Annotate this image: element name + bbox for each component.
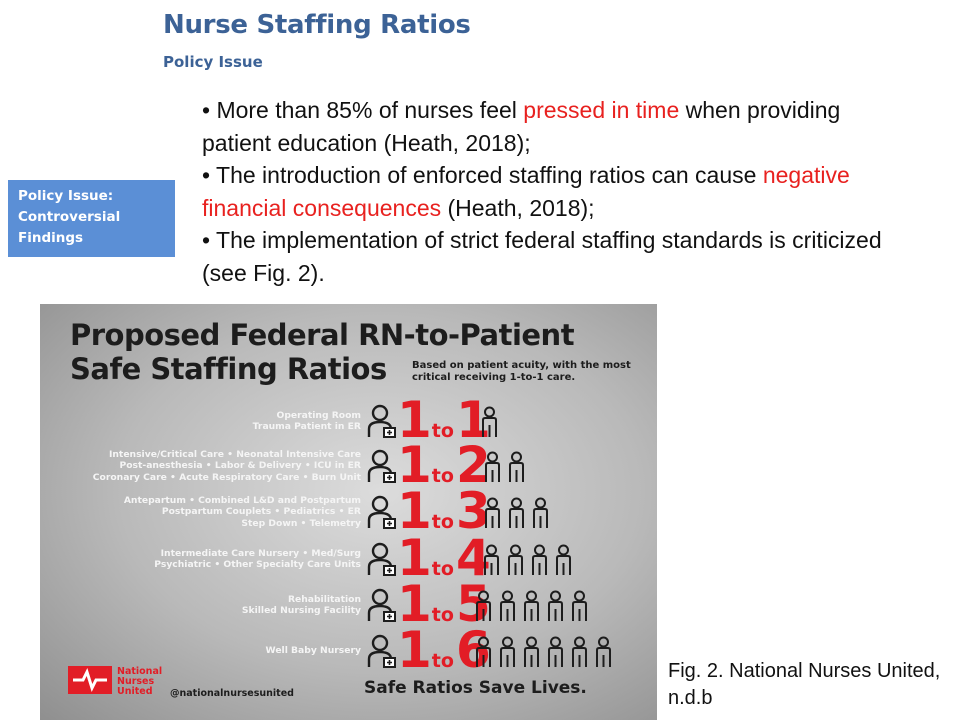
ratio-row (40, 436, 657, 494)
patient-icon (520, 590, 544, 622)
care-unit-label (41, 487, 361, 537)
care-unit-line: Postpartum Couplets • Pediatrics • ER (161, 506, 361, 518)
care-unit-line: Well Baby Nursery (265, 645, 361, 657)
care-unit-line: Skilled Nursing Facility (241, 605, 361, 616)
patient-icons (472, 590, 592, 622)
care-unit-line: Rehabilitation (287, 593, 361, 605)
patient-icon (520, 636, 544, 668)
ratio-patient-count: 5 (455, 575, 487, 633)
patient-icon (496, 636, 520, 668)
bullet-item (202, 159, 902, 224)
ratio-nurse-count: 1 (397, 621, 428, 679)
patient-icons (478, 406, 502, 438)
care-unit-line: Antepartum • Combined L&D and Postpartum (123, 494, 361, 506)
care-unit-line: Trauma Patient in ER (252, 421, 361, 432)
bullet-item (202, 224, 902, 289)
infographic-subtitle: Based on patient acuity, with the most critical receiving 1-to-1 care. (412, 360, 631, 383)
policy-issue-box (8, 180, 175, 257)
bullet-text: when providing patient education (Heath, 2018); (202, 97, 841, 156)
ratio-to: to (431, 465, 454, 487)
nurse-icon (366, 449, 398, 483)
patient-icon (544, 636, 568, 668)
nurse-icon (366, 634, 398, 668)
patient-icon (568, 590, 592, 622)
care-unit-line: Post-anesthesia • Labor & Delivery • ICU in ER (119, 460, 361, 472)
policy-issue-box-line: Findings (18, 230, 84, 246)
ratio-patient-count: 1 (455, 391, 487, 449)
social-handle: @nationalnursesunited (170, 688, 294, 699)
bullet-text: • The implementation of strict federal staffing standards is criticized (see Fig. 2). (202, 227, 882, 286)
patient-icon (481, 451, 505, 483)
patient-icon (478, 406, 502, 438)
patient-icon (480, 544, 504, 576)
nurse-icon (366, 588, 398, 622)
bullet-item (202, 94, 902, 159)
nurse-icon (366, 495, 398, 529)
care-unit-line: Step Down • Telemetry (241, 517, 361, 529)
care-unit-line: Intensive/Critical Care • Neonatal Intensive Care (108, 448, 361, 460)
staffing-ratios-infographic (40, 304, 657, 720)
ratio-row (40, 391, 657, 449)
care-unit-label (41, 580, 361, 630)
care-unit-line: Psychiatric • Other Specialty Care Units (154, 559, 361, 570)
patient-icon (529, 497, 553, 529)
ratio-to: to (431, 420, 454, 442)
patient-icons (481, 451, 529, 483)
patient-icons (481, 497, 553, 529)
care-unit-line: Operating Room (276, 409, 361, 421)
slide-subtitle: Policy Issue (163, 53, 263, 71)
logo-text-line: Nurses (117, 676, 155, 687)
infographic-title-line: Safe Staffing Ratios (70, 352, 387, 386)
ratio-to: to (431, 558, 454, 580)
patient-icon (472, 636, 496, 668)
policy-issue-box-line: Controversial (18, 209, 121, 225)
figure-caption: Fig. 2. National Nurses United, n.d.b (668, 660, 941, 709)
ratio-to: to (431, 511, 454, 533)
ratio-row (40, 482, 657, 540)
infographic-title-line: Proposed Federal RN-to-Patient (70, 318, 575, 352)
ratio-to: to (431, 650, 454, 672)
ratio-row (40, 575, 657, 633)
ratio-nurse-count: 1 (397, 391, 428, 449)
care-unit-label (41, 534, 361, 584)
ratio-nurse-count: 1 (397, 482, 428, 540)
bullet-highlight: pressed in time (523, 97, 680, 123)
nurse-icon (366, 542, 398, 576)
nnu-logo-text (117, 667, 162, 697)
ratio-row (40, 529, 657, 587)
ratio-patient-count: 2 (455, 436, 487, 494)
patient-icons (480, 544, 576, 576)
patient-icon (544, 590, 568, 622)
nnu-logo-icon (68, 666, 112, 694)
logo-text-line: United (117, 686, 153, 697)
ratio-patient-count: 6 (455, 621, 487, 679)
policy-issue-box-line: Policy Issue: (18, 188, 114, 204)
ratio-nurse-count: 1 (397, 529, 428, 587)
patient-icon (568, 636, 592, 668)
bullet-highlight: negative financial consequences (202, 162, 850, 221)
bullet-text: • More than 85% of nurses feel (202, 97, 524, 123)
patient-icon (472, 590, 496, 622)
bullet-text: (Heath, 2018); (441, 194, 595, 221)
patient-icon (552, 544, 576, 576)
patient-icon (528, 544, 552, 576)
ratio-to: to (431, 604, 454, 626)
ratio-nurse-count: 1 (397, 436, 428, 494)
care-unit-line: Coronary Care • Acute Respiratory Care • Burn Unit (92, 471, 361, 483)
patient-icon (592, 636, 616, 668)
logo-text-line: National (117, 666, 163, 677)
care-unit-label (41, 396, 361, 446)
slide-title: Nurse Staffing Ratios (163, 10, 471, 40)
patient-icon (505, 497, 529, 529)
patient-icon (481, 497, 505, 529)
ratio-patient-count: 4 (455, 529, 487, 587)
patient-icon (504, 544, 528, 576)
bullet-list (202, 94, 902, 289)
infographic-slogan: Safe Ratios Save Lives. (364, 678, 587, 698)
care-unit-label (41, 441, 361, 491)
patient-icons (472, 636, 616, 668)
care-unit-line: Intermediate Care Nursery • Med/Surg (160, 547, 361, 559)
ratio-nurse-count: 1 (397, 575, 428, 633)
bullet-text: • The introduction of enforced staffing ratios can cause (202, 162, 763, 188)
nurse-icon (366, 404, 398, 438)
ratio-patient-count: 3 (455, 482, 487, 540)
patient-icon (496, 590, 520, 622)
patient-icon (505, 451, 529, 483)
